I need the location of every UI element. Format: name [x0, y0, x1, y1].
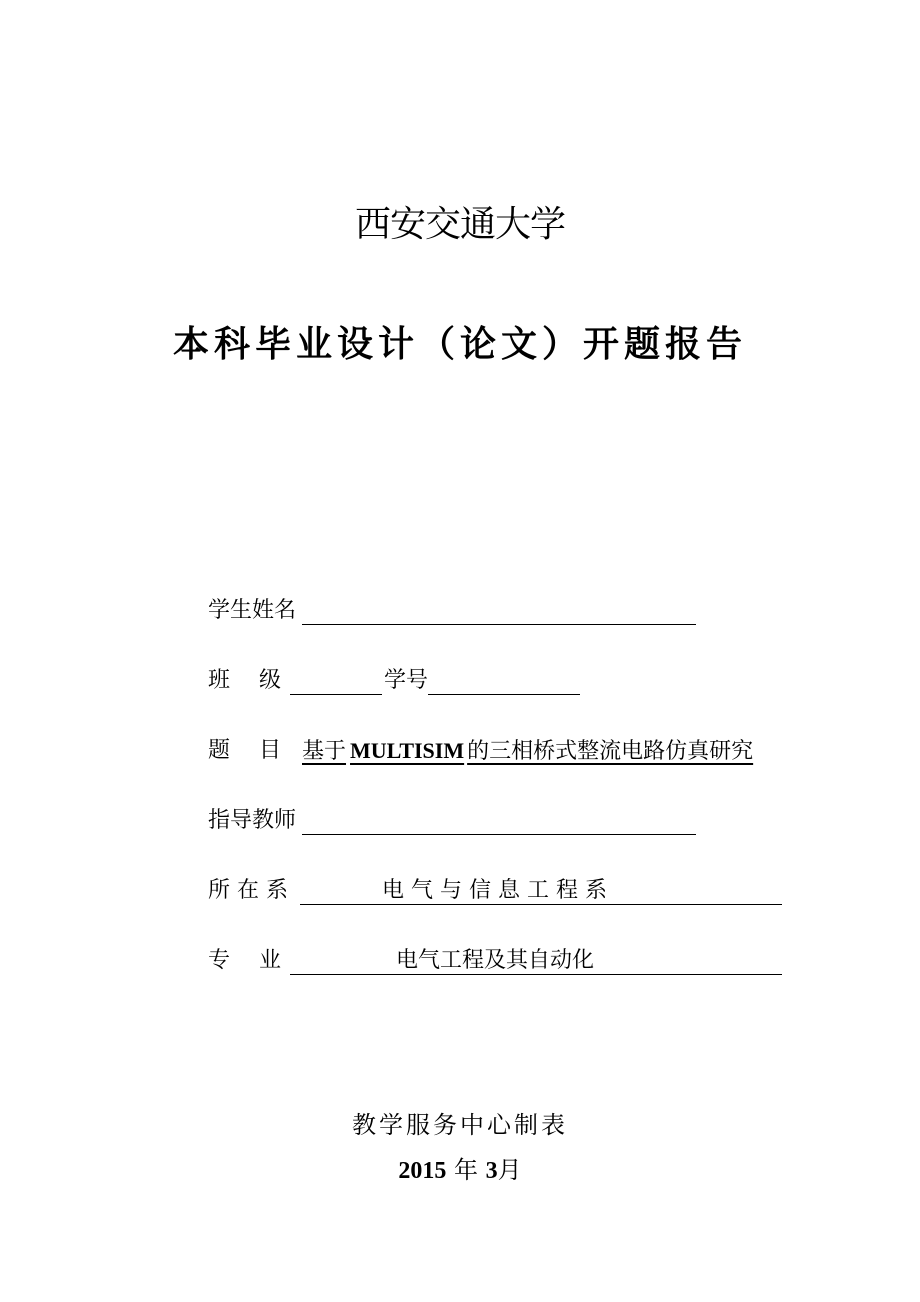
student-name-label: 学生姓名 [208, 598, 297, 623]
month-unit: 月 [497, 1156, 522, 1184]
topic-value [302, 734, 753, 768]
issue-month: 3 [485, 1158, 498, 1184]
class-label: 班 级 [208, 668, 281, 693]
topic-latin: MULTISIM [350, 738, 465, 763]
class-row [208, 664, 281, 698]
topic-row [208, 734, 281, 768]
topic-label: 题 目 [208, 738, 281, 763]
issue-date [0, 1150, 920, 1185]
department-row [208, 874, 288, 908]
student-name-field[interactable] [302, 594, 696, 625]
student-name-row [208, 594, 296, 628]
department-value: 电 气 与 信 息 工 程 系 [382, 878, 607, 903]
issuer: 教学服务中心制表 [352, 1111, 568, 1139]
topic-suffix: 的三相桥式整流电路仿真研究 [467, 739, 754, 764]
advisor-field[interactable] [302, 804, 696, 835]
major-label: 专 业 [208, 948, 281, 973]
university-name: 西安交通大学 [354, 204, 565, 245]
major-field[interactable] [290, 944, 782, 975]
department-label: 所 在 系 [208, 878, 288, 903]
major-row [208, 944, 281, 978]
issue-year: 2015 [398, 1158, 447, 1184]
class-field[interactable] [290, 664, 382, 695]
year-unit: 年 [454, 1156, 478, 1184]
student-id-field[interactable] [428, 664, 580, 695]
student-id-label: 学号 [384, 668, 429, 693]
advisor-label: 指导教师 [208, 808, 297, 833]
major-value: 电气工程及其自动化 [396, 948, 595, 973]
topic-prefix: 基于 [302, 739, 347, 764]
report-title: 本科毕业设计（论文）开题报告 [172, 324, 747, 365]
advisor-row [208, 804, 296, 838]
department-field[interactable] [300, 874, 782, 905]
